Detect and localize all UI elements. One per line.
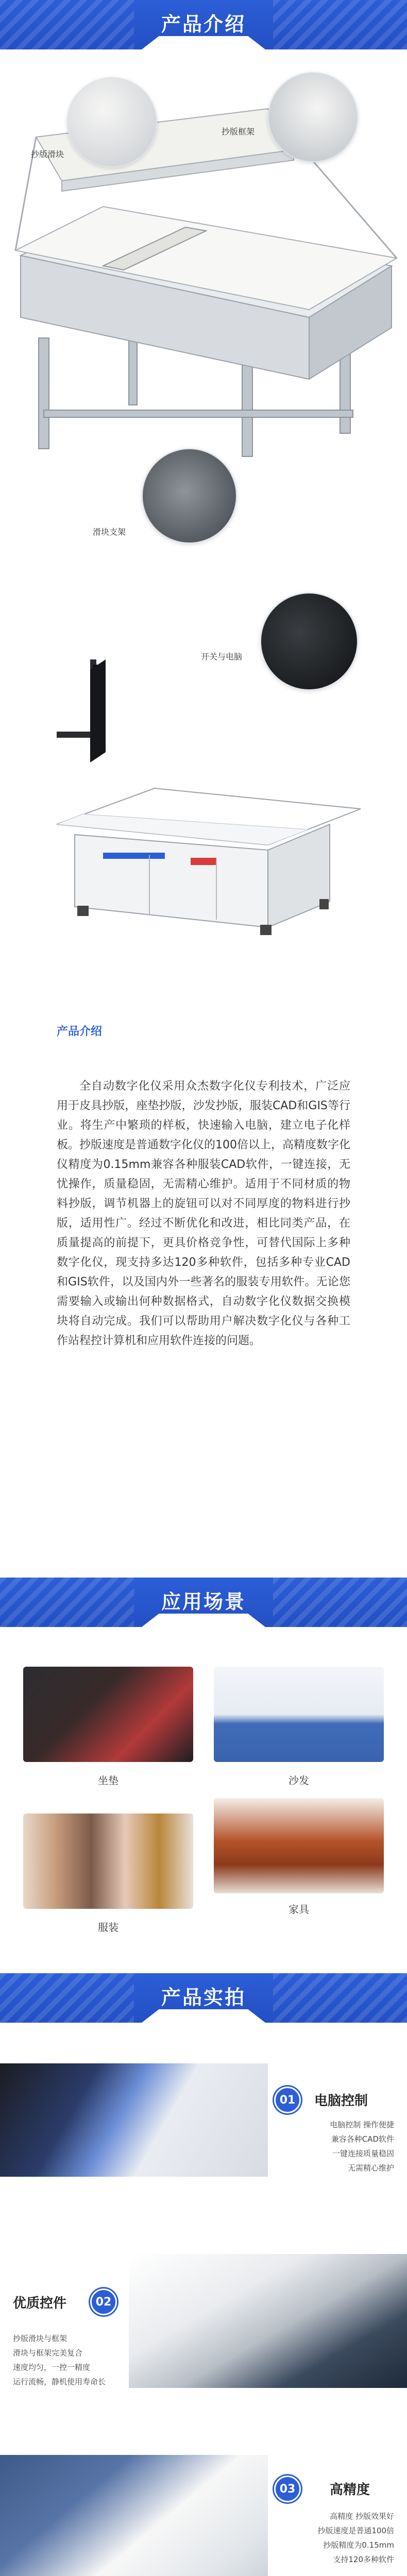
callout-slider-support-label: 滑块支架 [93, 527, 126, 537]
banner-title: 产品实拍 [161, 1986, 246, 2009]
feature-01-photo [0, 2063, 268, 2177]
scene-seat-cushion [23, 1667, 193, 1762]
callout-frame [268, 72, 358, 162]
scene-clothing [23, 1814, 193, 1909]
callout-slider-support [142, 448, 237, 544]
callout-slider-label: 抄版滑块 [31, 149, 64, 159]
scene-seat-cushion-label: 坐垫 [98, 1774, 118, 1787]
feature-02-title: 优质控件 [13, 2296, 67, 2311]
feature-01-title: 电脑控制 [314, 2093, 368, 2109]
feature-02-photo [129, 2254, 407, 2388]
intro-body: 全自动数字化仪采用众杰数字化仪专利技术，广泛应用于皮具抄版，座垫抄版，沙发抄版，服装CAD和GIS等行业。将生产中繁琐的样板，快速输入电脑，建立电子化样板。抄版速度是普通数字化仪的100倍以上，高精度数字化仪精度为0.15mm兼容各种服装CAD软件，一键连接，无忧操作，质量稳固，无需精心维护。适用于不同材质的物料抄版，调节机器上的旋钮可以对不同厚度的物料进行抄版，适用性广。经过不断优化和改进，相比同类产品，在质量提高的前提下，更具价格竞争性，可替代国际上多种数字化仪，现支持多达120多种软件，包括多种专业CAD和GIS软件，以及国内外一些著名的服装专用软件。无论您需要输入或输出何种数据格式，自动数字化仪数据交换模块将自动完成。我们可以帮助用户解决数字化仪与各种工作站程控计算机和应用软件连接的问题。 [57, 1080, 350, 1347]
banner-title: 产品介绍 [161, 13, 246, 36]
feature-03-number: 03 [274, 2476, 301, 2502]
scene-sofa-label: 沙发 [289, 1774, 309, 1787]
feature-03-title: 高精度 [330, 2482, 370, 2498]
digitizer-with-monitor-image [0, 659, 407, 979]
feature-03-desc: 高精度 抄版效果好 抄版速度是普通100倍 抄版精度为0.15mm 支持120多种软件 [317, 2512, 394, 2564]
intro-heading: 产品介绍 [57, 1025, 103, 1038]
scene-furniture-label: 家具 [289, 1903, 309, 1916]
feature-01-number: 01 [274, 2087, 301, 2113]
banner-title: 应用场景 [161, 1590, 246, 1613]
product-intro-banner [0, 0, 407, 49]
scene-clothing-label: 服装 [98, 1921, 118, 1934]
callout-switch-computer-label: 开关与电脑 [201, 652, 243, 662]
scene-sofa [214, 1667, 384, 1762]
callout-slider [67, 77, 157, 167]
callout-frame-label: 抄版框架 [222, 127, 255, 137]
scene-furniture [214, 1798, 384, 1893]
feature-03-photo [0, 2455, 268, 2576]
feature-02-desc: 抄版滑块与框架 滑块与框架完美复合 速度均匀，一控一精度 运行流畅，静机使用寿命长 [13, 2334, 106, 2386]
scenarios-banner [0, 1578, 407, 1627]
feature-02-number: 02 [90, 2289, 117, 2315]
feature-01-desc: 电脑控制 操作便捷 兼容各种CAD软件 一键连接质量稳固 无需精心维护 [330, 2120, 394, 2173]
real-shots-banner [0, 1973, 407, 2023]
